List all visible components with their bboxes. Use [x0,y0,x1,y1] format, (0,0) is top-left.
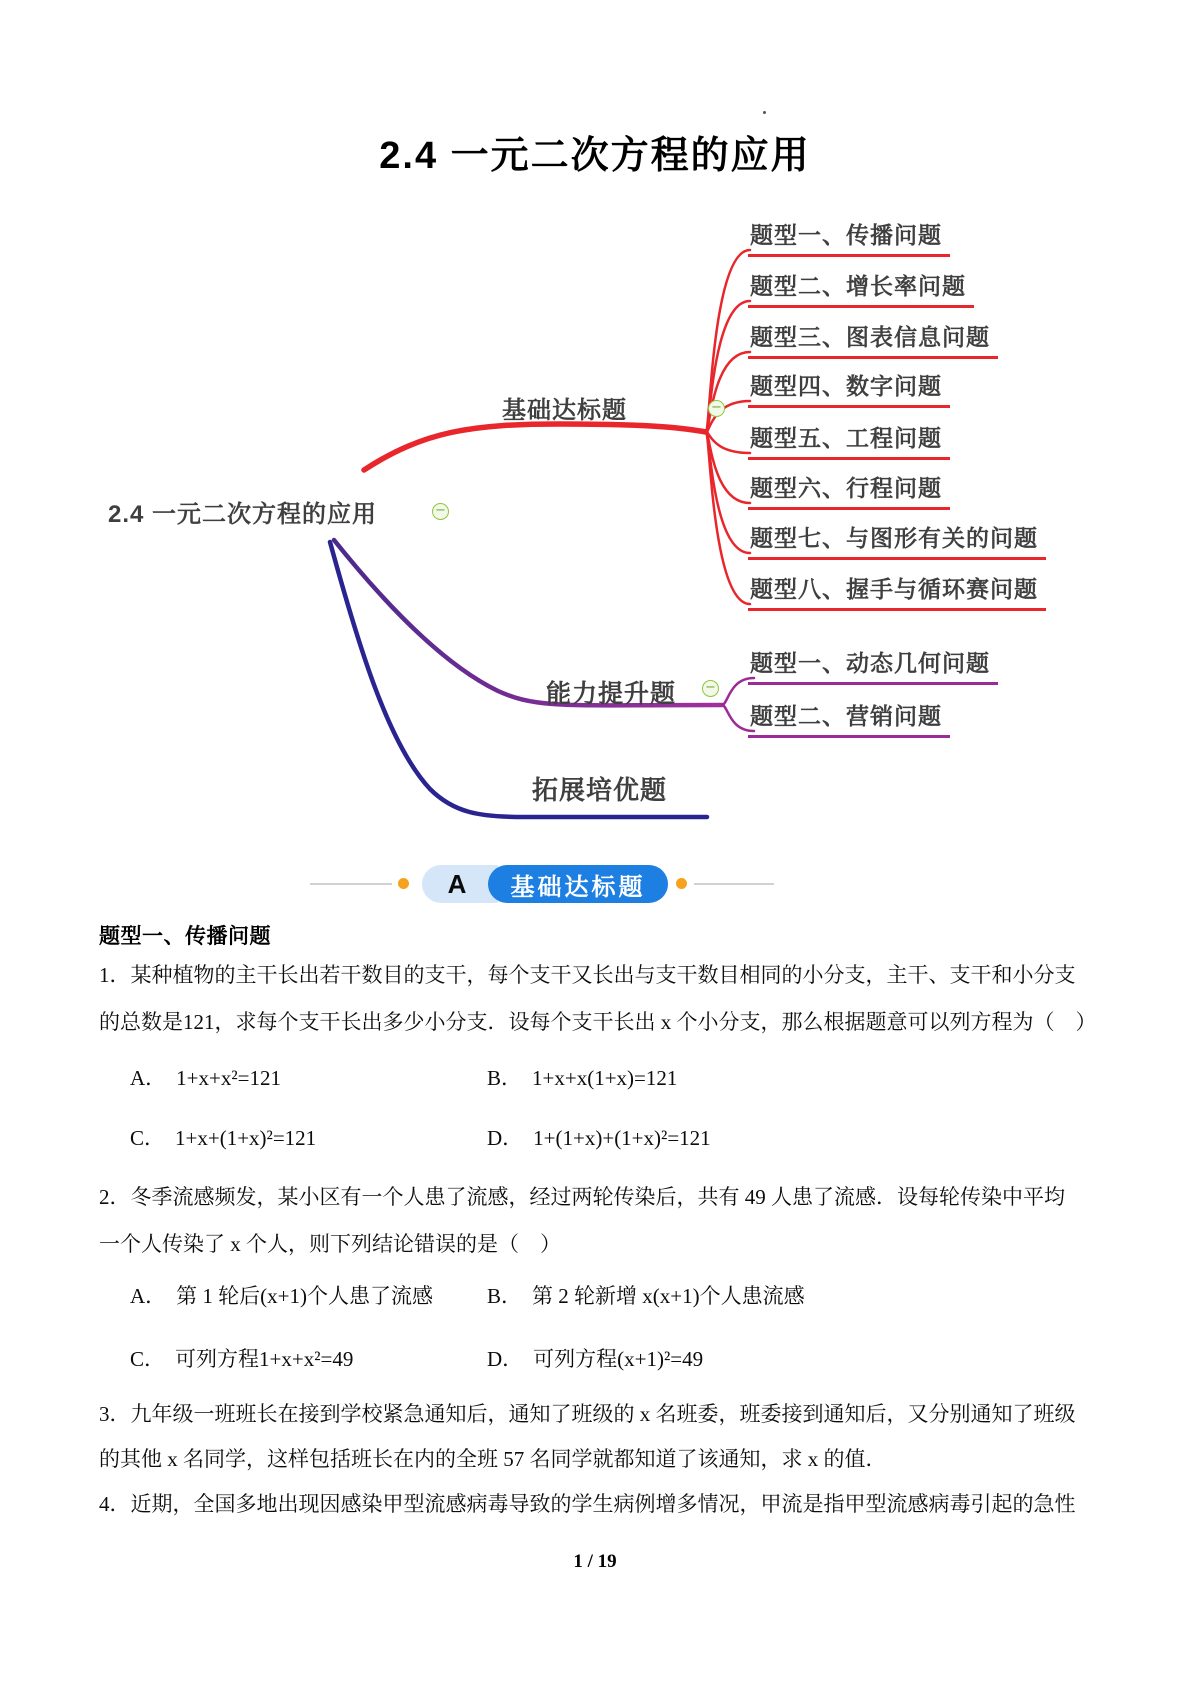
mindmap-topic-4: 题型四、数字问题 [748,368,950,408]
option-label: C． [130,1347,166,1371]
mindmap-branch-advance: 能力提升题 [546,680,677,708]
section-banner [310,864,774,904]
mindmap-topic-7: 题型七、与图形有关的问题 [748,520,1046,560]
mindmap-topic-6: 题型六、行程问题 [748,470,950,510]
question-1-line-2: 的总数是121，求每个支干长出多少小分支．设每个支干长出 x 个小分支，那么根据题意可以列方程为（ ） [99,1010,1097,1034]
mindmap-root-node: 2.4 一元二次方程的应用 [108,501,378,528]
option-formula: 第 1 轮后(x+1)个人患了流感 [176,1284,434,1308]
option-formula: 1+x+x(1+x)=121 [532,1066,678,1090]
page-number: 1 / 19 [573,1551,617,1572]
mindmap-topic-2: 题型二、增长率问题 [748,268,974,308]
banner-dot-right [676,878,687,889]
question-2-option-b [487,1280,805,1310]
banner-title-chip: 基础达标题 [488,865,668,903]
option-formula: 1+(1+x)+(1+x)²=121 [533,1126,711,1150]
stray-dot [763,111,766,114]
banner-letter-chip: A [422,865,498,903]
question-4-line-1: 4．近期，全国多地出现因感染甲型流感病毒导致的学生病例增多情况，甲流是指甲型流感病毒引起的急性 [99,1492,1076,1516]
page-title: 2.4 一元二次方程的应用 [379,135,811,177]
mindmap-topic-1: 题型一、传播问题 [748,217,950,257]
question-1-line-1: 1．某种植物的主干长出若干数目的支干，每个支干又长出与支干数目相同的小分支，主干、支干和小分支 [99,963,1076,987]
banner-line-right [694,883,774,885]
banner-line-left [310,883,392,885]
question-1-option-d [487,1122,711,1152]
option-label: A． [130,1066,167,1090]
question-2-option-c [130,1343,353,1373]
option-formula: 第 2 轮新增 x(x+1)个人患流感 [532,1284,805,1308]
mindmap-branch-extend: 拓展培优题 [532,775,668,805]
collapse-icon: − [432,503,449,520]
mindmap-topic-5: 题型五、工程问题 [748,420,950,460]
mindmap-topic-adv-1: 题型一、动态几何问题 [748,645,998,685]
option-label: B． [487,1066,523,1090]
question-3-line-2: 的其他 x 名同学，这样包括班长在内的全班 57 名同学就都知道了该通知，求 x 的值． [99,1447,887,1471]
option-formula: 可列方程(x+1)²=49 [533,1347,704,1371]
question-1-option-b [487,1062,677,1092]
option-formula: 1+x+(1+x)²=121 [175,1126,317,1150]
mindmap-branch-basic: 基础达标题 [502,397,627,424]
option-formula: 可列方程1+x+x²=49 [175,1347,354,1371]
option-label: D． [487,1347,524,1371]
question-3-line-1: 3．九年级一班班长在接到学校紧急通知后，通知了班级的 x 名班委，班委接到通知后，又分别通知了班级 [99,1402,1076,1426]
banner-dot-left [398,878,409,889]
option-label: B． [487,1284,523,1308]
option-formula: 1+x+x²=121 [176,1066,281,1090]
question-2-option-d [487,1343,703,1373]
question-1-option-c [130,1122,316,1152]
question-2-line-2: 一个人传染了 x 个人，则下列结论错误的是（ ） [99,1232,561,1256]
option-label: D． [487,1126,524,1150]
question-2-option-a [130,1280,433,1310]
question-2-line-1: 2．冬季流感频发，某小区有一个人患了流感，经过两轮传染后，共有 49 人患了流感．设每轮传染中平均 [99,1185,1065,1209]
mindmap-topic-8: 题型八、握手与循环赛问题 [748,571,1046,611]
mindmap-topic-adv-2: 题型二、营销问题 [748,698,950,738]
question-1-option-a [130,1062,281,1092]
collapse-icon: − [702,680,719,697]
option-label: C． [130,1126,166,1150]
collapse-icon: − [708,400,725,417]
option-label: A． [130,1284,167,1308]
section-heading: 题型一、传播问题 [99,925,271,948]
mindmap-topic-3: 题型三、图表信息问题 [748,319,998,359]
